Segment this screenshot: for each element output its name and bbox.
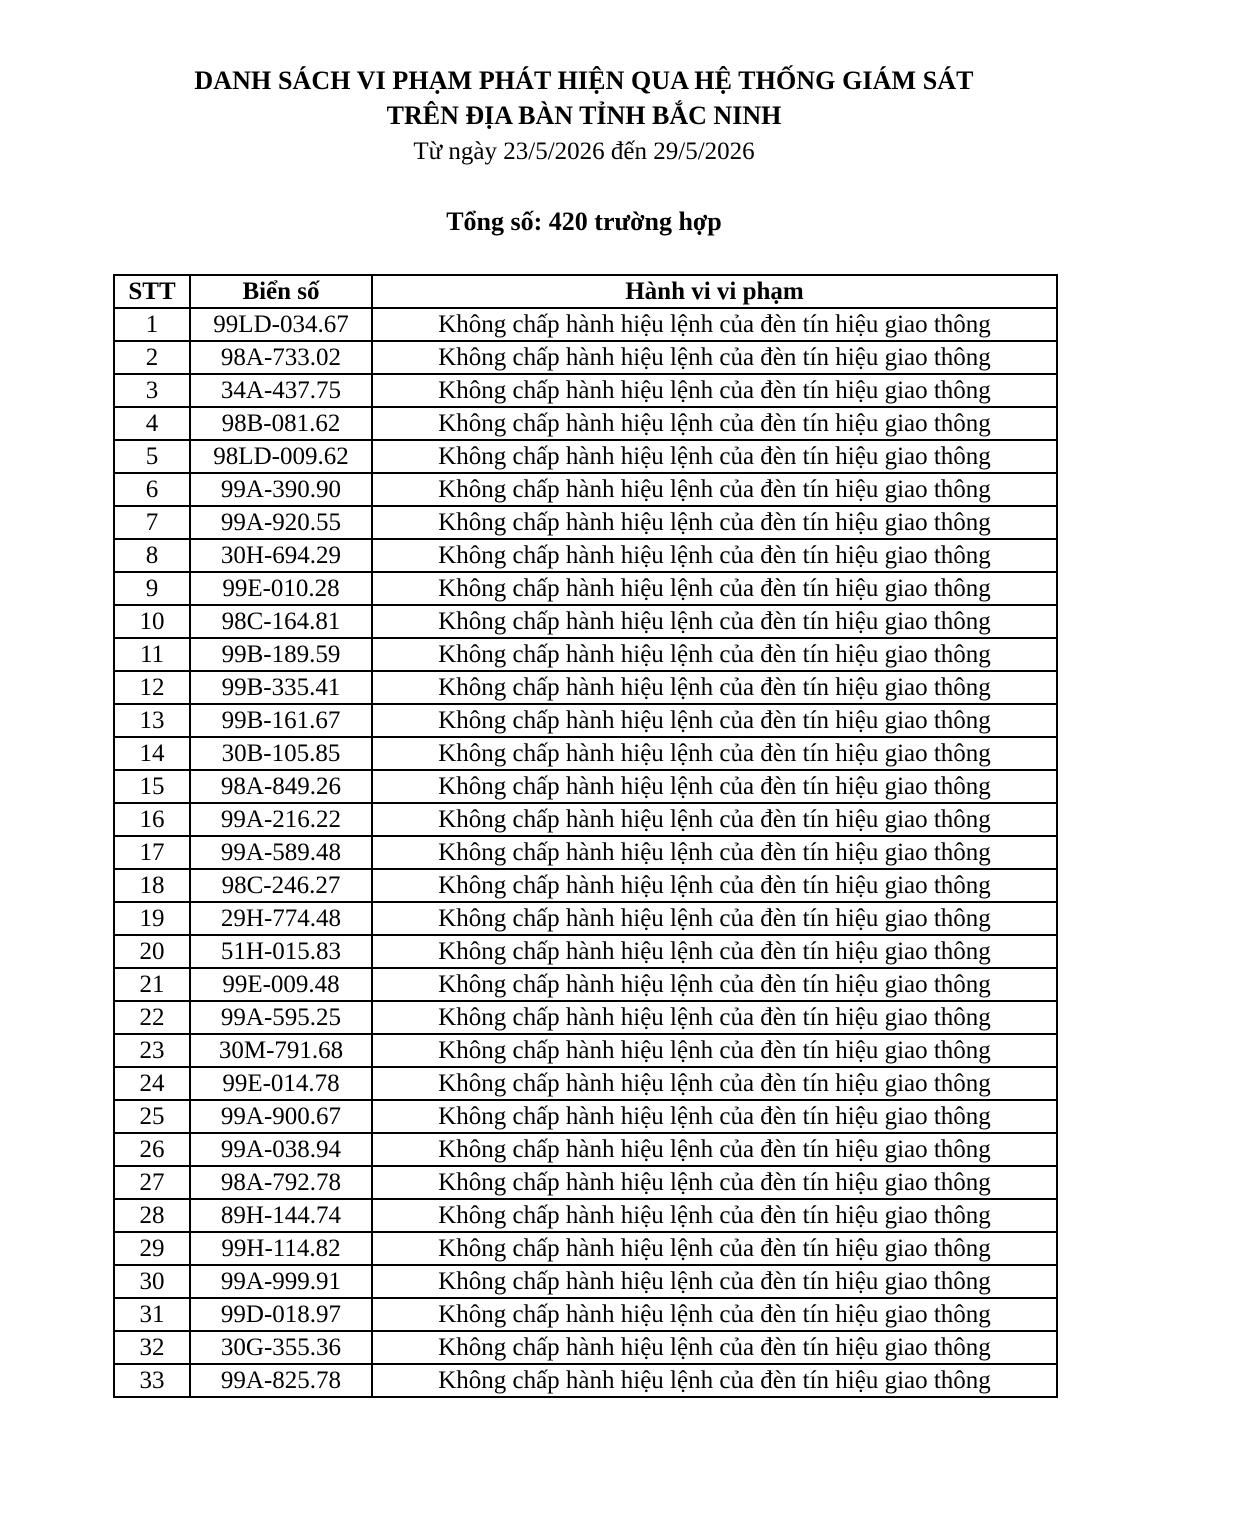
cell-stt: 10 (114, 605, 190, 638)
cell-plate-number: 30M-791.68 (190, 1034, 372, 1067)
cell-stt: 3 (114, 374, 190, 407)
cell-stt: 17 (114, 836, 190, 869)
cell-stt: 16 (114, 803, 190, 836)
cell-plate-number: 99B-189.59 (190, 638, 372, 671)
cell-plate-number: 30B-105.85 (190, 737, 372, 770)
table-row (114, 1166, 1057, 1199)
table-row (114, 1232, 1057, 1265)
table-row (114, 1034, 1057, 1067)
cell-plate-number: 99LD-034.67 (190, 308, 372, 341)
table-row (114, 1199, 1057, 1232)
cell-violation: Không chấp hành hiệu lệnh của đèn tín hiệu giao thông (372, 671, 1057, 704)
table-row (114, 341, 1057, 374)
table-row (114, 1265, 1057, 1298)
cell-stt: 30 (114, 1265, 190, 1298)
table-row (114, 671, 1057, 704)
cell-stt: 24 (114, 1067, 190, 1100)
cell-stt: 6 (114, 473, 190, 506)
cell-plate-number: 29H-774.48 (190, 902, 372, 935)
cell-violation: Không chấp hành hiệu lệnh của đèn tín hiệu giao thông (372, 803, 1057, 836)
table-row (114, 539, 1057, 572)
cell-plate-number: 99A-595.25 (190, 1001, 372, 1034)
table-row (114, 572, 1057, 605)
cell-plate-number: 98LD-009.62 (190, 440, 372, 473)
cell-violation: Không chấp hành hiệu lệnh của đèn tín hiệu giao thông (372, 1364, 1057, 1397)
cell-plate-number: 34A-437.75 (190, 374, 372, 407)
cell-stt: 11 (114, 638, 190, 671)
cell-violation: Không chấp hành hiệu lệnh của đèn tín hiệu giao thông (372, 1199, 1057, 1232)
cell-plate-number: 30G-355.36 (190, 1331, 372, 1364)
table-row (114, 638, 1057, 671)
table-row (114, 1100, 1057, 1133)
cell-stt: 8 (114, 539, 190, 572)
cell-plate-number: 99D-018.97 (190, 1298, 372, 1331)
table-row (114, 506, 1057, 539)
cell-violation: Không chấp hành hiệu lệnh của đèn tín hiệu giao thông (372, 869, 1057, 902)
violations-table (113, 274, 1058, 1398)
cell-plate-number: 99A-825.78 (190, 1364, 372, 1397)
cell-violation: Không chấp hành hiệu lệnh của đèn tín hiệu giao thông (372, 968, 1057, 1001)
cell-stt: 31 (114, 1298, 190, 1331)
table-header-row (114, 275, 1057, 308)
cell-plate-number: 99A-900.67 (190, 1100, 372, 1133)
cell-plate-number: 99B-335.41 (190, 671, 372, 704)
table-row (114, 1331, 1057, 1364)
cell-stt: 15 (114, 770, 190, 803)
cell-stt: 2 (114, 341, 190, 374)
cell-violation: Không chấp hành hiệu lệnh của đèn tín hiệu giao thông (372, 605, 1057, 638)
cell-stt: 28 (114, 1199, 190, 1232)
cell-violation: Không chấp hành hiệu lệnh của đèn tín hiệu giao thông (372, 1067, 1057, 1100)
cell-violation: Không chấp hành hiệu lệnh của đèn tín hiệu giao thông (372, 407, 1057, 440)
cell-violation: Không chấp hành hiệu lệnh của đèn tín hiệu giao thông (372, 1034, 1057, 1067)
cell-violation: Không chấp hành hiệu lệnh của đèn tín hiệu giao thông (372, 1331, 1057, 1364)
table-row (114, 1298, 1057, 1331)
cell-stt: 22 (114, 1001, 190, 1034)
cell-violation: Không chấp hành hiệu lệnh của đèn tín hiệu giao thông (372, 836, 1057, 869)
cell-plate-number: 99A-390.90 (190, 473, 372, 506)
table-row (114, 968, 1057, 1001)
cell-plate-number: 99E-010.28 (190, 572, 372, 605)
cell-violation: Không chấp hành hiệu lệnh của đèn tín hiệu giao thông (372, 638, 1057, 671)
cell-plate-number: 99A-038.94 (190, 1133, 372, 1166)
cell-violation: Không chấp hành hiệu lệnh của đèn tín hiệu giao thông (372, 935, 1057, 968)
table-row (114, 935, 1057, 968)
cell-plate-number: 98C-164.81 (190, 605, 372, 638)
cell-violation: Không chấp hành hiệu lệnh của đèn tín hiệu giao thông (372, 737, 1057, 770)
cell-violation: Không chấp hành hiệu lệnh của đèn tín hiệu giao thông (372, 902, 1057, 935)
cell-stt: 23 (114, 1034, 190, 1067)
cell-stt: 32 (114, 1331, 190, 1364)
cell-plate-number: 89H-144.74 (190, 1199, 372, 1232)
cell-violation: Không chấp hành hiệu lệnh của đèn tín hiệu giao thông (372, 1166, 1057, 1199)
cell-stt: 7 (114, 506, 190, 539)
cell-violation: Không chấp hành hiệu lệnh của đèn tín hiệu giao thông (372, 1001, 1057, 1034)
table-row (114, 770, 1057, 803)
cell-plate-number: 98A-733.02 (190, 341, 372, 374)
table-row (114, 704, 1057, 737)
table-row (114, 803, 1057, 836)
table-row (114, 902, 1057, 935)
table-row (114, 407, 1057, 440)
cell-stt: 33 (114, 1364, 190, 1397)
cell-stt: 29 (114, 1232, 190, 1265)
cell-stt: 20 (114, 935, 190, 968)
cell-plate-number: 30H-694.29 (190, 539, 372, 572)
cell-violation: Không chấp hành hiệu lệnh của đèn tín hiệu giao thông (372, 506, 1057, 539)
table-row (114, 605, 1057, 638)
table-row (114, 836, 1057, 869)
cell-stt: 26 (114, 1133, 190, 1166)
table-row (114, 440, 1057, 473)
cell-stt: 18 (114, 869, 190, 902)
cell-violation: Không chấp hành hiệu lệnh của đèn tín hiệu giao thông (372, 1100, 1057, 1133)
cell-stt: 1 (114, 308, 190, 341)
cell-stt: 4 (114, 407, 190, 440)
cell-plate-number: 99E-009.48 (190, 968, 372, 1001)
cell-plate-number: 98A-849.26 (190, 770, 372, 803)
cell-violation: Không chấp hành hiệu lệnh của đèn tín hiệu giao thông (372, 308, 1057, 341)
cell-plate-number: 99H-114.82 (190, 1232, 372, 1265)
cell-stt: 9 (114, 572, 190, 605)
table-header (114, 275, 1057, 308)
cell-plate-number: 99A-999.91 (190, 1265, 372, 1298)
cell-violation: Không chấp hành hiệu lệnh của đèn tín hiệu giao thông (372, 1232, 1057, 1265)
table-row (114, 374, 1057, 407)
cell-plate-number: 99A-216.22 (190, 803, 372, 836)
cell-plate-number: 99A-589.48 (190, 836, 372, 869)
table-body (114, 308, 1057, 1397)
cell-violation: Không chấp hành hiệu lệnh của đèn tín hiệu giao thông (372, 473, 1057, 506)
date-range: Từ ngày 23/5/2026 đến 29/5/2026 (413, 138, 755, 165)
cell-plate-number: 99A-920.55 (190, 506, 372, 539)
table-row (114, 308, 1057, 341)
cell-plate-number: 98C-246.27 (190, 869, 372, 902)
cell-stt: 13 (114, 704, 190, 737)
cell-violation: Không chấp hành hiệu lệnh của đèn tín hiệu giao thông (372, 1265, 1057, 1298)
cell-stt: 19 (114, 902, 190, 935)
table-row (114, 1364, 1057, 1397)
total-count: Tổng số: 420 trường hợp (446, 207, 722, 236)
column-header-stt: STT (114, 275, 190, 308)
cell-violation: Không chấp hành hiệu lệnh của đèn tín hiệu giao thông (372, 770, 1057, 803)
cell-violation: Không chấp hành hiệu lệnh của đèn tín hiệu giao thông (372, 704, 1057, 737)
table-row (114, 869, 1057, 902)
cell-violation: Không chấp hành hiệu lệnh của đèn tín hiệu giao thông (372, 1298, 1057, 1331)
cell-violation: Không chấp hành hiệu lệnh của đèn tín hiệu giao thông (372, 374, 1057, 407)
cell-plate-number: 51H-015.83 (190, 935, 372, 968)
cell-plate-number: 98A-792.78 (190, 1166, 372, 1199)
cell-violation: Không chấp hành hiệu lệnh của đèn tín hiệu giao thông (372, 341, 1057, 374)
column-header-plate: Biển số (190, 275, 372, 308)
cell-stt: 12 (114, 671, 190, 704)
document-title-line-1: DANH SÁCH VI PHẠM PHÁT HIỆN QUA HỆ THỐNG GIÁM SÁT (194, 66, 974, 95)
cell-plate-number: 99E-014.78 (190, 1067, 372, 1100)
cell-stt: 25 (114, 1100, 190, 1133)
table-row (114, 1133, 1057, 1166)
cell-stt: 21 (114, 968, 190, 1001)
cell-violation: Không chấp hành hiệu lệnh của đèn tín hiệu giao thông (372, 572, 1057, 605)
cell-plate-number: 99B-161.67 (190, 704, 372, 737)
cell-stt: 5 (114, 440, 190, 473)
cell-stt: 14 (114, 737, 190, 770)
cell-violation: Không chấp hành hiệu lệnh của đèn tín hiệu giao thông (372, 539, 1057, 572)
cell-plate-number: 98B-081.62 (190, 407, 372, 440)
document-title-line-2: TRÊN ĐỊA BÀN TỈNH BẮC NINH (386, 101, 782, 130)
table-row (114, 737, 1057, 770)
table-row (114, 473, 1057, 506)
cell-violation: Không chấp hành hiệu lệnh của đèn tín hiệu giao thông (372, 440, 1057, 473)
column-header-violation: Hành vi vi phạm (372, 275, 1057, 308)
table-row (114, 1001, 1057, 1034)
cell-stt: 27 (114, 1166, 190, 1199)
table-row (114, 1067, 1057, 1100)
cell-violation: Không chấp hành hiệu lệnh của đèn tín hiệu giao thông (372, 1133, 1057, 1166)
